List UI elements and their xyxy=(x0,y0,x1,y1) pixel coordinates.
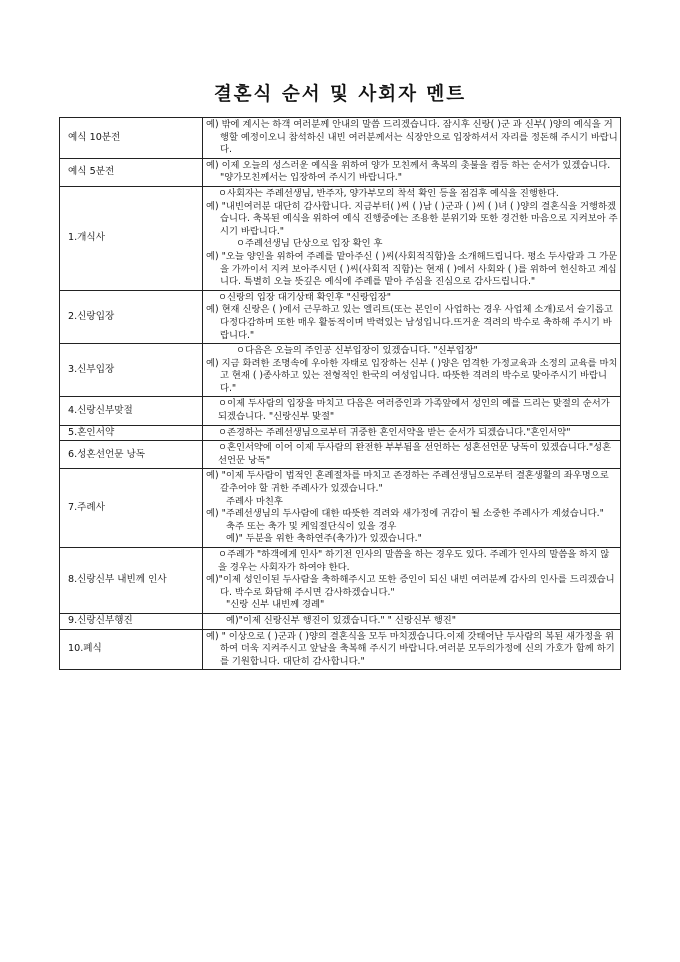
table-row xyxy=(60,158,621,186)
script-line: ㅇ존경하는 주례선생님으로부터 귀중한 혼인서약을 받는 순서가 되겠습니다."혼인서약" xyxy=(218,426,571,438)
script-line: ㅇ이제 두사람의 입장을 마치고 다음은 여러증인과 가족앞에서 성인의 예를 드리는 맞절의 순서가 되겠습니다. "신랑신부 맞절" xyxy=(218,398,610,423)
script-line: 예) " 이상으로 ( )군과 ( )양의 결혼식을 모두 마치겠습니다.이제 갓태어난 두사람의 복된 새가정을 위하여 더욱 지켜주시고 앞날을 축복해 주시기 바랍니다.여러분 모두의가정에 신의 가호가 함께 하기를 기원합니다. 대단히 감사합니다." xyxy=(206,630,615,667)
table-row xyxy=(60,344,621,397)
step-script xyxy=(203,118,621,159)
step-label: 2.신랑입장 xyxy=(60,290,203,343)
table-row xyxy=(60,441,621,469)
step-label: 예식 5분전 xyxy=(60,158,203,186)
step-label: 4.신랑신부맞절 xyxy=(60,397,203,425)
script-line: 예) "주례선생님의 두사람에 대한 따뜻한 격려와 새가정에 귀감이 될 소중한 주례사가 계셨습니다." xyxy=(206,508,604,520)
table-row xyxy=(60,397,621,425)
step-label: 1.개식사 xyxy=(60,186,203,290)
script-line: 축주 또는 축가 및 케잌절단식이 있을 경우 xyxy=(226,520,397,532)
table-row xyxy=(60,469,621,548)
ceremony-table xyxy=(59,117,621,670)
script-line: ㅇ주례가 "하객에게 인사" 하기전 인사의 말씀을 하는 경우도 있다. 주례가 인사의 말씀을 하지 않을 경우는 사회자가 하여야 한다. xyxy=(218,549,610,573)
step-script xyxy=(203,344,621,397)
table-row xyxy=(60,629,621,670)
script-line: "신랑 신부 내빈께 경례" xyxy=(226,599,325,611)
step-script xyxy=(203,548,621,614)
script-line: 예) 밖에 계시는 하객 여러분께 안내의 말씀 드리겠습니다. 잠시후 신랑( )군 과 신부( )양의 예식을 거행할 예정이오니 참석하신 내빈 여러분께서는 식장안으로 입장하셔서 자리를 정돈해 주시기 바랍니다. xyxy=(206,119,618,156)
step-script xyxy=(203,425,621,441)
step-label: 8.신랑신부 내빈께 인사 xyxy=(60,548,203,614)
script-line: ㅇ신랑의 입장 대기상태 확인후 "신랑입장" xyxy=(218,291,392,303)
script-line: 주례사 마친후 xyxy=(226,495,283,507)
step-label: 9.신랑신부행진 xyxy=(60,613,203,629)
table-row xyxy=(60,425,621,441)
step-label: 3.신부입장 xyxy=(60,344,203,397)
step-script xyxy=(203,397,621,425)
step-label: 예식 10분전 xyxy=(60,118,203,159)
script-line: 예) "이제 두사람이 법적인 혼례절차를 마치고 존경하는 주례선생님으로부터 결혼생활의 좌우명으로 갈추어야 할 귀한 주례사가 있겠습니다." xyxy=(206,470,609,495)
step-label: 7.주례사 xyxy=(60,469,203,548)
script-line: 예) 현재 신랑은 ( )에서 근무하고 있는 엘리트(또는 본인이 사업하는 경우 사업체 소개)로서 슬기롭고 다정다감하며 또한 매우 활동적이며 박력있는 남성입니다.뜨거운 격려의 박수로 축하해 주시기 바랍니다." xyxy=(206,304,613,341)
script-line: 예)"이제 신랑신부 행진이 있겠습니다." " 신랑신부 행진" xyxy=(226,614,457,626)
table-row xyxy=(60,613,621,629)
document-title: 결혼식 순서 및 사회자 멘트 xyxy=(213,84,467,105)
step-script xyxy=(203,613,621,629)
table-row xyxy=(60,186,621,290)
script-line: 예) 지금 화려한 조명속에 우아한 자태로 입장하는 신부 ( )양은 엄격한 가정교육과 소정의 교육를 마치고 현재 ( )종사하고 있는 전형적인 한국의 여성입니다. 따뜻한 격려의 박수로 맞아주시기 바랍니다." xyxy=(206,357,618,394)
step-script xyxy=(203,290,621,343)
script-line: ㅇ혼인서약에 이어 이제 두사람의 완전한 부부됨을 선언하는 성혼선언문 낭독이 있겠습니다."성혼선언문 낭독" xyxy=(218,442,612,466)
table-row xyxy=(60,290,621,343)
step-label: 10.폐식 xyxy=(60,629,203,670)
script-line: ㅇ사회자는 주례선생님, 반주자, 양가부모의 착석 확인 등을 점검후 예식을 진행한다. xyxy=(218,187,559,199)
script-line: 예) 이제 오늘의 성스러운 예식을 위하여 양가 모친께서 축복의 촛불을 켬등 하는 순서가 있겠습니다. "양가모친께서는 입장하여 주시기 바랍니다." xyxy=(206,159,611,184)
script-line: ㅇ다음은 오늘의 주인공 신부입장이 있겠습니다. "신부입장" xyxy=(236,345,478,357)
step-label: 5.혼인서약 xyxy=(60,425,203,441)
script-line: ㅇ주례선생님 단상으로 입장 확인 후 xyxy=(236,238,383,250)
ceremony-rows xyxy=(60,118,621,670)
step-script xyxy=(203,158,621,186)
script-line: 예) "오늘 양인을 위하여 주례를 맡아주신 ( )씨(사회적직함)을 소개해드립니다. 평소 두사람과 그 가문을 가까이서 지켜 보아주시던 ( )씨(사회적 직함)는 현재 ( )에서 사회와 ( )를 위하여 헌신하고 계십니다. 특별히 오늘 뜻깊은 예식에 주례를 맡아 주심을 진심으로 감사드립니다." xyxy=(206,250,618,288)
step-script xyxy=(203,441,621,469)
step-script xyxy=(203,469,621,548)
script-line: 예)"이제 성인이된 두사람을 축하해주시고 또한 증인이 되신 내빈 여러분께 감사의 인사를 드리겠습니다. 박수로 화답해 주시면 감사하겠습니다." xyxy=(206,574,615,598)
script-line: 예)" 두분을 위한 축하연주(축가)가 있겠습니다." xyxy=(226,533,422,545)
step-label: 6.성혼선언문 낭독 xyxy=(60,441,203,469)
script-line: 예) "내빈여러분 대단히 감사합니다. 지금부터( )씨 ( )남 ( )군과 ( )씨 ( )녀 ( )양의 결혼식을 거행하겠습니다. 축복된 예식을 위하여 예식 진행중에는 조용한 분위기와 또한 경건한 마음으로 지켜보아 주시기 바랍니다." xyxy=(206,200,618,237)
step-script xyxy=(203,186,621,290)
table-row xyxy=(60,548,621,614)
step-script xyxy=(203,629,621,670)
table-row xyxy=(60,118,621,159)
